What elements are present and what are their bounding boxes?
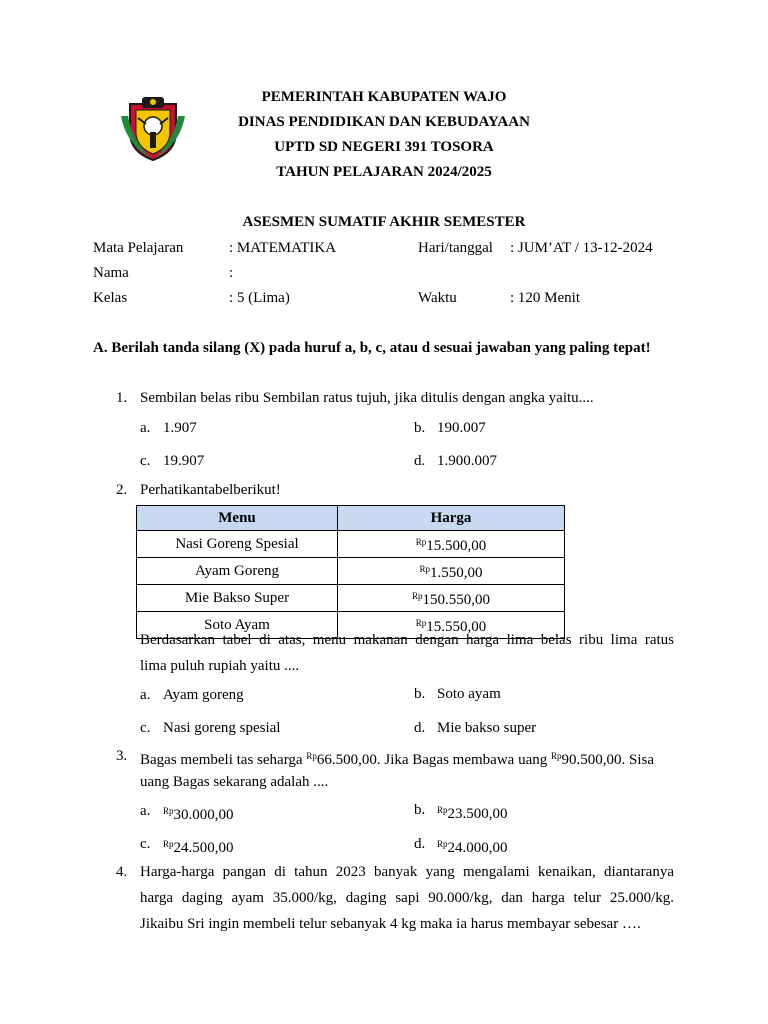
option-value: 24.000,00 bbox=[447, 840, 508, 856]
header-line-year: TAHUN PELAJARAN 2024/2025 bbox=[276, 164, 492, 180]
option-value: 24.500,00 bbox=[173, 840, 234, 856]
price-cell bbox=[338, 531, 565, 558]
q2-option-b-letter: b. bbox=[414, 686, 426, 702]
q4-text-line1: Harga-harga pangan di tahun 2023 banyak yang mengalami kenaikan, diantaranya bbox=[140, 864, 674, 880]
q4-number: 4. bbox=[116, 864, 128, 880]
q2-text-line2: lima puluh rupiah yaitu .... bbox=[140, 658, 300, 674]
rupiah-symbol: Rp bbox=[550, 751, 562, 761]
price-cell bbox=[338, 558, 565, 585]
q1-option-d-letter: d. bbox=[414, 453, 426, 469]
day-value: : JUM’AT / 13-12-2024 bbox=[510, 240, 653, 256]
class-value: : 5 (Lima) bbox=[229, 290, 290, 306]
name-label: Nama bbox=[93, 265, 129, 281]
class-label: Kelas bbox=[93, 290, 128, 306]
q3-text-part: . Jika Bagas membawa uang bbox=[376, 752, 551, 768]
q3-price-bag: 66.500,00 bbox=[316, 752, 377, 768]
rupiah-symbol: Rp bbox=[415, 618, 427, 628]
q3-option-c bbox=[163, 834, 234, 858]
q2-number: 2. bbox=[116, 482, 128, 498]
rupiah-symbol: Rp bbox=[163, 806, 174, 816]
q3-text-line1 bbox=[140, 746, 654, 770]
subject-value: : MATEMATIKA bbox=[229, 240, 337, 256]
q1-option-b-letter: b. bbox=[414, 420, 426, 436]
rupiah-symbol: Rp bbox=[306, 751, 317, 761]
q3-option-c-letter: c. bbox=[140, 836, 151, 852]
q1-option-b: 190.007 bbox=[437, 420, 486, 436]
q3-number: 3. bbox=[116, 748, 128, 764]
q3-option-a-letter: a. bbox=[140, 803, 151, 819]
q3-text-line2: uang Bagas sekarang adalah .... bbox=[140, 774, 329, 790]
option-value: 30.000,00 bbox=[173, 807, 234, 823]
q1-option-a-letter: a. bbox=[140, 420, 151, 436]
q2-option-b: Soto ayam bbox=[437, 686, 501, 702]
price-value: 150.550,00 bbox=[422, 592, 490, 608]
rupiah-symbol: Rp bbox=[163, 839, 174, 849]
rupiah-symbol: Rp bbox=[437, 805, 448, 815]
rupiah-symbol: Rp bbox=[411, 591, 423, 601]
q1-option-d: 1.900.007 bbox=[437, 453, 497, 469]
table-row bbox=[137, 585, 565, 612]
q3-text-part: Bagas membeli tas seharga bbox=[140, 752, 307, 768]
q2-option-a-letter: a. bbox=[140, 687, 151, 703]
q1-option-c-letter: c. bbox=[140, 453, 151, 469]
menu-cell: Ayam Goreng bbox=[137, 558, 338, 585]
exam-title: ASESMEN SUMATIF AKHIR SEMESTER bbox=[242, 214, 526, 230]
price-value: 15.500,00 bbox=[426, 538, 487, 554]
q2-option-c-letter: c. bbox=[140, 720, 151, 736]
q2-text-line1: Berdasarkan tabel di atas, menu makanan dengan harga lima belas ribu lima ratus bbox=[140, 632, 674, 648]
q1-option-c: 19.907 bbox=[163, 453, 205, 469]
subject-label: Mata Pelajaran bbox=[93, 240, 184, 256]
table-header-price: Harga bbox=[338, 506, 565, 531]
time-label: Waktu bbox=[418, 290, 457, 306]
q2-option-d: Mie bakso super bbox=[437, 720, 537, 736]
q1-option-a: 1.907 bbox=[163, 420, 197, 436]
rupiah-symbol: Rp bbox=[437, 839, 448, 849]
q2-option-d-letter: d. bbox=[414, 720, 426, 736]
q3-text-part: . Sisa bbox=[621, 752, 655, 768]
q1-text: Sembilan belas ribu Sembilan ratus tujuh, jika ditulis dengan angka yaitu.... bbox=[140, 390, 594, 406]
table-row bbox=[137, 558, 565, 585]
q3-option-d bbox=[437, 834, 508, 858]
q3-option-a bbox=[163, 801, 234, 825]
table-row bbox=[137, 531, 565, 558]
menu-price-table bbox=[136, 505, 565, 639]
option-value: 23.500,00 bbox=[447, 806, 508, 822]
table-header-row bbox=[137, 506, 565, 531]
section-a-instruction: A. Berilah tanda silang (X) pada huruf a, b, c, atau d sesuai jawaban yang paling tepat! bbox=[93, 340, 651, 356]
rupiah-symbol: Rp bbox=[419, 564, 430, 574]
header-line-government: PEMERINTAH KABUPATEN WAJO bbox=[261, 89, 507, 105]
price-value: 1.550,00 bbox=[430, 565, 483, 581]
table-header-menu: Menu bbox=[137, 506, 338, 531]
price-cell bbox=[338, 585, 565, 612]
menu-cell: Soto Ayam bbox=[137, 612, 338, 639]
q3-option-b-letter: b. bbox=[414, 802, 426, 818]
q2-option-c: Nasi goreng spesial bbox=[163, 720, 281, 736]
q3-option-b bbox=[437, 800, 508, 824]
q3-price-money: 90.500,00 bbox=[561, 752, 622, 768]
q4-text-line3: Jikaibu Sri ingin membeli telur sebanyak 4 kg maka ia harus membayar sebesar …. bbox=[140, 916, 641, 932]
header-line-department: DINAS PENDIDIKAN DAN KEBUDAYAAN bbox=[238, 114, 530, 130]
q4-text-line2: harga daging ayam 35.000/kg, daging sapi 90.000/kg, dan harga telur 25.000/kg. bbox=[140, 890, 674, 906]
rupiah-symbol: Rp bbox=[415, 537, 427, 547]
time-value: : 120 Menit bbox=[510, 290, 580, 306]
q2-text: Perhatikantabelberikut! bbox=[140, 482, 281, 498]
price-value: 15.550,00 bbox=[426, 619, 487, 635]
q2-option-a: Ayam goreng bbox=[163, 687, 244, 703]
day-label: Hari/tanggal bbox=[418, 240, 493, 256]
menu-cell: Nasi Goreng Spesial bbox=[137, 531, 338, 558]
menu-cell: Mie Bakso Super bbox=[137, 585, 338, 612]
q1-number: 1. bbox=[116, 390, 128, 406]
q3-option-d-letter: d. bbox=[414, 836, 426, 852]
header-line-school: UPTD SD NEGERI 391 TOSORA bbox=[274, 139, 494, 155]
name-value: : bbox=[229, 265, 234, 281]
